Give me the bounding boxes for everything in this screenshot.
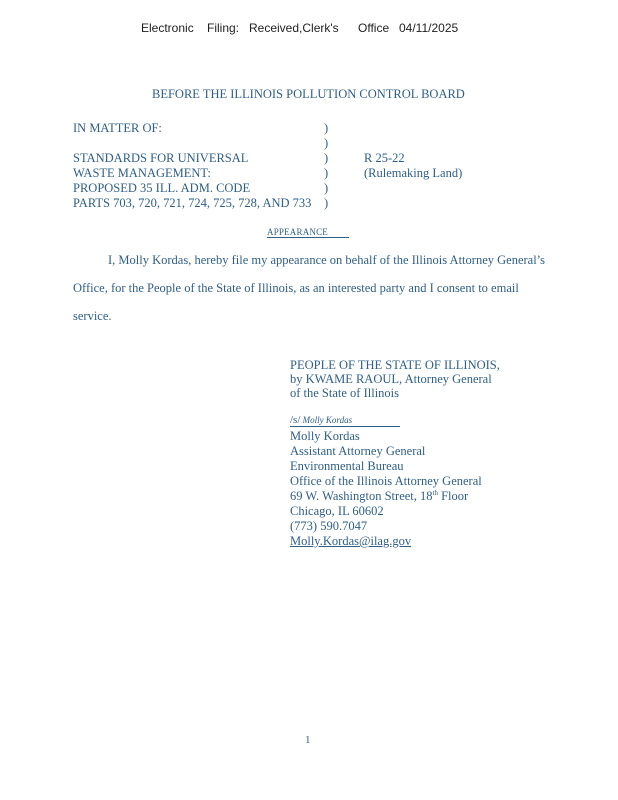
signature-name: Molly Kordas <box>302 415 353 425</box>
header-electronic: Electronic <box>141 21 194 35</box>
signer-bureau: Environmental Bureau <box>290 459 404 473</box>
body-line-2: Office, for the People of the State of Illinois, as an interested party and I consent to email <box>73 281 519 295</box>
document-title: APPEARANCE <box>267 227 349 238</box>
caption-paren: ) <box>324 121 329 135</box>
address-floor: Floor <box>437 489 469 504</box>
party-line-2: by KWAME RAOUL, Attorney General <box>290 372 492 386</box>
caption-paren: ) <box>324 136 329 150</box>
page-number: 1 <box>305 734 311 746</box>
signer-email-link[interactable]: Molly.Kordas@ilag.gov <box>290 534 412 548</box>
body-line-1: I, Molly Kordas, hereby file my appearance on behalf of the Illinois Attorney General’s <box>108 253 546 267</box>
signer-phone: (773) 590.7047 <box>290 519 368 533</box>
board-title: BEFORE THE ILLINOIS POLLUTION CONTROL BOARD <box>152 87 465 101</box>
header-filing: Filing: <box>207 21 240 35</box>
header-received: Received,Clerk's <box>249 21 339 35</box>
caption-line-6: PARTS 703, 720, 721, 724, 725, 728, AND 733 <box>73 196 312 210</box>
caption-line-5: PROPOSED 35 ILL. ADM. CODE <box>73 181 251 195</box>
header-date: 04/11/2025 <box>399 21 459 35</box>
address-street: 69 W. Washington Street, 18 <box>290 489 433 504</box>
signer-city: Chicago, IL 60602 <box>290 504 384 518</box>
electronic-signature <box>290 414 400 427</box>
body-line-3: service. <box>73 309 112 323</box>
signer-title: Assistant Attorney General <box>290 444 426 458</box>
signer-name: Molly Kordas <box>290 429 360 443</box>
signer-address <box>290 489 468 504</box>
header-office: Office <box>358 21 390 35</box>
caption-line-1: IN MATTER OF: <box>73 121 162 135</box>
case-type: (Rulemaking Land) <box>364 166 463 180</box>
caption-line-3: STANDARDS FOR UNIVERSAL <box>73 151 249 165</box>
caption-paren: ) <box>324 196 329 210</box>
address-ordinal: th <box>432 489 438 497</box>
party-line-1: PEOPLE OF THE STATE OF ILLINOIS, <box>290 358 500 372</box>
caption-paren: ) <box>324 181 329 195</box>
party-line-3: of the State of Illinois <box>290 386 400 400</box>
case-number: R 25-22 <box>364 151 405 165</box>
caption-paren: ) <box>324 151 329 165</box>
signer-office: Office of the Illinois Attorney General <box>290 474 482 488</box>
caption-line-4: WASTE MANAGEMENT: <box>73 166 211 180</box>
signature-prefix: /s/ <box>290 414 301 426</box>
caption-paren: ) <box>324 166 329 180</box>
